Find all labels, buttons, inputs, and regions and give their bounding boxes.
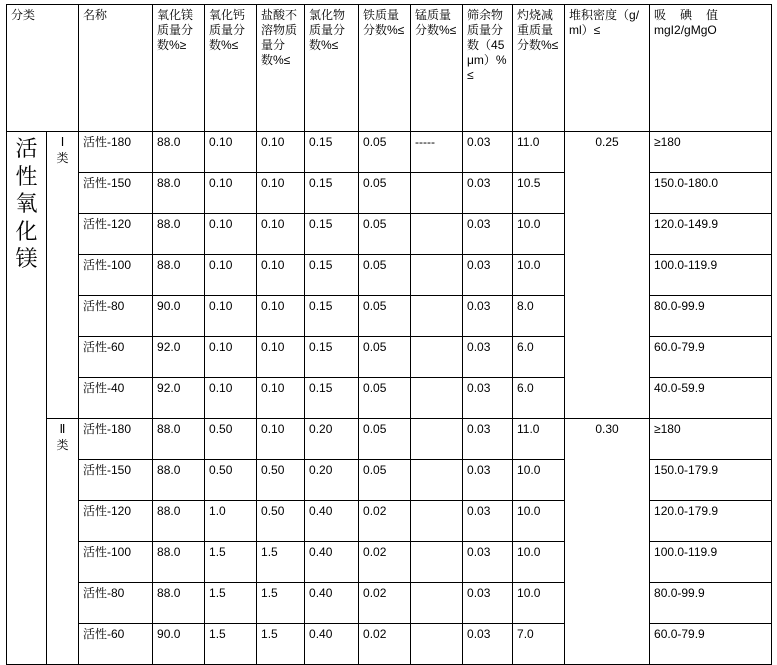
cell-loss-on-ignition: 6.0 bbox=[513, 378, 565, 419]
cell-cao: 0.10 bbox=[205, 214, 257, 255]
cell-manganese bbox=[411, 173, 463, 214]
cell-sieve-residue: 0.03 bbox=[463, 255, 513, 296]
table-row bbox=[7, 419, 772, 460]
table-row bbox=[7, 378, 772, 419]
cell-chloride: 0.40 bbox=[305, 542, 359, 583]
cell-iron: 0.02 bbox=[359, 583, 411, 624]
cell-chloride: 0.20 bbox=[305, 460, 359, 501]
table-row bbox=[7, 214, 772, 255]
cell-manganese bbox=[411, 460, 463, 501]
cell-name: 活性-80 bbox=[79, 583, 153, 624]
cell-cao: 1.5 bbox=[205, 542, 257, 583]
cell-chloride: 0.15 bbox=[305, 337, 359, 378]
document-page bbox=[0, 4, 777, 641]
header-chloride: 氯化物质量分数%≤ bbox=[305, 5, 359, 132]
cell-hcl-insoluble: 1.5 bbox=[257, 624, 305, 665]
table-row bbox=[7, 501, 772, 542]
cell-chloride: 0.20 bbox=[305, 419, 359, 460]
header-name: 名称 bbox=[79, 5, 153, 132]
header-mgo: 氧化镁质量分数%≥ bbox=[153, 5, 205, 132]
cell-iron: 0.05 bbox=[359, 296, 411, 337]
cell-sieve-residue: 0.03 bbox=[463, 337, 513, 378]
cell-sieve-residue: 0.03 bbox=[463, 542, 513, 583]
cell-manganese bbox=[411, 419, 463, 460]
cell-chloride: 0.15 bbox=[305, 255, 359, 296]
cell-name: 活性-120 bbox=[79, 501, 153, 542]
cell-sieve-residue: 0.03 bbox=[463, 173, 513, 214]
cell-chloride: 0.40 bbox=[305, 624, 359, 665]
cell-mgo: 90.0 bbox=[153, 296, 205, 337]
cell-mgo: 92.0 bbox=[153, 337, 205, 378]
cell-loss-on-ignition: 10.5 bbox=[513, 173, 565, 214]
cell-name: 活性-180 bbox=[79, 132, 153, 173]
cell-mgo: 88.0 bbox=[153, 460, 205, 501]
cell-bulk-density: 0.30 bbox=[565, 419, 650, 665]
cell-name: 活性-120 bbox=[79, 214, 153, 255]
cell-hcl-insoluble: 0.10 bbox=[257, 378, 305, 419]
cell-iron: 0.05 bbox=[359, 255, 411, 296]
cell-cao: 0.10 bbox=[205, 337, 257, 378]
cell-name: 活性-100 bbox=[79, 542, 153, 583]
cell-hcl-insoluble: 0.10 bbox=[257, 337, 305, 378]
cell-cao: 1.5 bbox=[205, 624, 257, 665]
cell-iron: 0.05 bbox=[359, 132, 411, 173]
cell-mgo: 88.0 bbox=[153, 542, 205, 583]
cell-manganese bbox=[411, 337, 463, 378]
cell-iodine-value: ≥180 bbox=[650, 419, 772, 460]
cell-loss-on-ignition: 11.0 bbox=[513, 132, 565, 173]
cell-cao: 0.10 bbox=[205, 296, 257, 337]
cell-hcl-insoluble: 1.5 bbox=[257, 583, 305, 624]
cell-name: 活性-150 bbox=[79, 460, 153, 501]
cell-iron: 0.05 bbox=[359, 378, 411, 419]
category-cell bbox=[7, 132, 47, 665]
cell-sieve-residue: 0.03 bbox=[463, 624, 513, 665]
cell-manganese bbox=[411, 583, 463, 624]
cell-iron: 0.05 bbox=[359, 173, 411, 214]
cell-loss-on-ignition: 10.0 bbox=[513, 583, 565, 624]
cell-manganese bbox=[411, 624, 463, 665]
cell-loss-on-ignition: 10.0 bbox=[513, 214, 565, 255]
cell-hcl-insoluble: 0.10 bbox=[257, 296, 305, 337]
cell-name: 活性-60 bbox=[79, 337, 153, 378]
cell-chloride: 0.15 bbox=[305, 378, 359, 419]
cell-sieve-residue: 0.03 bbox=[463, 419, 513, 460]
cell-chloride: 0.15 bbox=[305, 173, 359, 214]
cell-iodine-value: 150.0-179.9 bbox=[650, 460, 772, 501]
cell-cao: 0.10 bbox=[205, 378, 257, 419]
cell-loss-on-ignition: 6.0 bbox=[513, 337, 565, 378]
cell-iron: 0.05 bbox=[359, 337, 411, 378]
header-iodine-value bbox=[650, 5, 772, 132]
cell-iodine-value: 100.0-119.9 bbox=[650, 542, 772, 583]
cell-cao: 0.10 bbox=[205, 255, 257, 296]
cell-manganese: ----- bbox=[411, 132, 463, 173]
cell-loss-on-ignition: 7.0 bbox=[513, 624, 565, 665]
cell-cao: 0.50 bbox=[205, 419, 257, 460]
header-hcl-insoluble: 盐酸不溶物质量分数%≤ bbox=[257, 5, 305, 132]
cell-loss-on-ignition: 10.0 bbox=[513, 542, 565, 583]
table-row bbox=[7, 460, 772, 501]
table-row bbox=[7, 296, 772, 337]
cell-manganese bbox=[411, 296, 463, 337]
cell-name: 活性-60 bbox=[79, 624, 153, 665]
table-header-row bbox=[7, 5, 772, 132]
class-cell-1 bbox=[47, 132, 79, 419]
cell-mgo: 88.0 bbox=[153, 173, 205, 214]
cell-mgo: 88.0 bbox=[153, 501, 205, 542]
table-row bbox=[7, 132, 772, 173]
cell-name: 活性-100 bbox=[79, 255, 153, 296]
header-iron: 铁质量分数%≤ bbox=[359, 5, 411, 132]
cell-sieve-residue: 0.03 bbox=[463, 132, 513, 173]
cell-sieve-residue: 0.03 bbox=[463, 460, 513, 501]
cell-mgo: 92.0 bbox=[153, 378, 205, 419]
header-manganese: 锰质量分数%≤ bbox=[411, 5, 463, 132]
cell-mgo: 88.0 bbox=[153, 132, 205, 173]
cell-iodine-value: 60.0-79.9 bbox=[650, 624, 772, 665]
cell-sieve-residue: 0.03 bbox=[463, 296, 513, 337]
cell-sieve-residue: 0.03 bbox=[463, 583, 513, 624]
class-label: Ⅱ类 bbox=[56, 422, 69, 452]
cell-bulk-density: 0.25 bbox=[565, 132, 650, 419]
cell-hcl-insoluble: 0.10 bbox=[257, 419, 305, 460]
cell-iodine-value: 80.0-99.9 bbox=[650, 583, 772, 624]
cell-hcl-insoluble: 0.10 bbox=[257, 214, 305, 255]
cell-hcl-insoluble: 0.50 bbox=[257, 501, 305, 542]
cell-name: 活性-80 bbox=[79, 296, 153, 337]
cell-iron: 0.02 bbox=[359, 624, 411, 665]
cell-cao: 0.10 bbox=[205, 132, 257, 173]
class-cell-2 bbox=[47, 419, 79, 665]
cell-manganese bbox=[411, 255, 463, 296]
header-category: 分类 bbox=[7, 5, 79, 132]
cell-iodine-value: ≥180 bbox=[650, 132, 772, 173]
cell-iodine-value: 40.0-59.9 bbox=[650, 378, 772, 419]
cell-chloride: 0.40 bbox=[305, 501, 359, 542]
cell-hcl-insoluble: 0.50 bbox=[257, 460, 305, 501]
table-row bbox=[7, 337, 772, 378]
cell-cao: 1.0 bbox=[205, 501, 257, 542]
header-cao: 氧化钙质量分数%≤ bbox=[205, 5, 257, 132]
cell-name: 活性-150 bbox=[79, 173, 153, 214]
cell-iron: 0.02 bbox=[359, 542, 411, 583]
cell-loss-on-ignition: 10.0 bbox=[513, 460, 565, 501]
cell-sieve-residue: 0.03 bbox=[463, 214, 513, 255]
cell-chloride: 0.15 bbox=[305, 214, 359, 255]
category-label: 活性氧化镁 bbox=[15, 136, 40, 271]
cell-iodine-value: 120.0-149.9 bbox=[650, 214, 772, 255]
cell-chloride: 0.15 bbox=[305, 296, 359, 337]
cell-hcl-insoluble: 0.10 bbox=[257, 173, 305, 214]
cell-iodine-value: 60.0-79.9 bbox=[650, 337, 772, 378]
cell-cao: 1.5 bbox=[205, 583, 257, 624]
cell-name: 活性-180 bbox=[79, 419, 153, 460]
cell-loss-on-ignition: 10.0 bbox=[513, 255, 565, 296]
table-row bbox=[7, 255, 772, 296]
cell-manganese bbox=[411, 214, 463, 255]
cell-hcl-insoluble: 0.10 bbox=[257, 255, 305, 296]
cell-manganese bbox=[411, 542, 463, 583]
cell-mgo: 88.0 bbox=[153, 583, 205, 624]
cell-iodine-value: 100.0-119.9 bbox=[650, 255, 772, 296]
cell-cao: 0.10 bbox=[205, 173, 257, 214]
cell-name: 活性-40 bbox=[79, 378, 153, 419]
cell-manganese bbox=[411, 378, 463, 419]
cell-mgo: 90.0 bbox=[153, 624, 205, 665]
cell-chloride: 0.15 bbox=[305, 132, 359, 173]
cell-mgo: 88.0 bbox=[153, 214, 205, 255]
cell-cao: 0.50 bbox=[205, 460, 257, 501]
cell-hcl-insoluble: 0.10 bbox=[257, 132, 305, 173]
header-iodine-value-line1: 吸碘值 bbox=[654, 8, 733, 22]
cell-manganese bbox=[411, 501, 463, 542]
cell-iodine-value: 150.0-180.0 bbox=[650, 173, 772, 214]
header-bulk-density: 堆积密度（g/ml）≤ bbox=[565, 5, 650, 132]
cell-loss-on-ignition: 10.0 bbox=[513, 501, 565, 542]
cell-loss-on-ignition: 8.0 bbox=[513, 296, 565, 337]
header-iodine-value-line2: mgI2/gMgO bbox=[654, 23, 717, 37]
cell-iodine-value: 80.0-99.9 bbox=[650, 296, 772, 337]
cell-mgo: 88.0 bbox=[153, 419, 205, 460]
table-row bbox=[7, 583, 772, 624]
cell-chloride: 0.40 bbox=[305, 583, 359, 624]
cell-iron: 0.05 bbox=[359, 419, 411, 460]
cell-iron: 0.02 bbox=[359, 501, 411, 542]
cell-sieve-residue: 0.03 bbox=[463, 378, 513, 419]
header-loss-on-ignition: 灼烧减重质量分数%≤ bbox=[513, 5, 565, 132]
table-row bbox=[7, 624, 772, 665]
cell-hcl-insoluble: 1.5 bbox=[257, 542, 305, 583]
cell-iron: 0.05 bbox=[359, 460, 411, 501]
specification-table bbox=[6, 4, 772, 665]
table-row bbox=[7, 173, 772, 214]
class-label: Ⅰ类 bbox=[56, 135, 69, 165]
cell-mgo: 88.0 bbox=[153, 255, 205, 296]
cell-loss-on-ignition: 11.0 bbox=[513, 419, 565, 460]
cell-iron: 0.05 bbox=[359, 214, 411, 255]
cell-iodine-value: 120.0-179.9 bbox=[650, 501, 772, 542]
cell-sieve-residue: 0.03 bbox=[463, 501, 513, 542]
table-row bbox=[7, 542, 772, 583]
header-sieve-residue: 筛余物质量分数（45μm）%≤ bbox=[463, 5, 513, 132]
